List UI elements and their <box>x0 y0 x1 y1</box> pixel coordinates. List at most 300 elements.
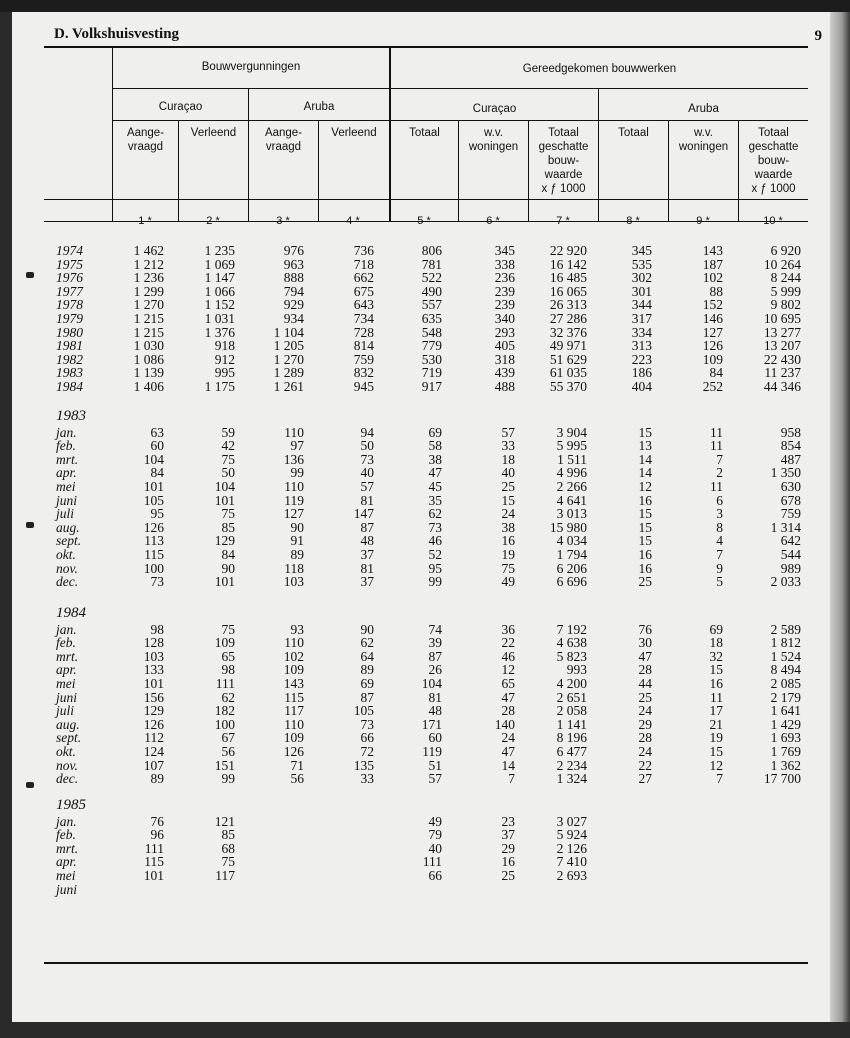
header-rule-1 <box>112 88 808 89</box>
cell-col-5: 781 <box>421 256 442 272</box>
cell-col-7: 1 141 <box>556 716 587 732</box>
cell-col-9: 5 <box>716 574 723 590</box>
cell-col-8: 14 <box>638 451 652 467</box>
cell-col-6: 25 <box>501 868 515 883</box>
cell-col-4: 675 <box>353 283 374 299</box>
cell-col-9: 8 <box>716 519 723 535</box>
table-row <box>12 312 830 326</box>
cell-col-10: 2 179 <box>770 689 801 705</box>
cell-col-5: 69 <box>428 424 442 440</box>
cell-col-6: 75 <box>501 560 515 576</box>
table-row <box>12 883 830 897</box>
cell-col-10: 630 <box>780 479 801 494</box>
table-row <box>12 828 830 842</box>
cell-col-2: 129 <box>214 533 235 549</box>
cell-col-2: 99 <box>221 771 235 787</box>
cell-col-3: 110 <box>284 479 304 494</box>
cell-col-5: 47 <box>428 465 442 481</box>
row-label: mei <box>56 479 76 494</box>
cell-col-4: 37 <box>360 547 374 562</box>
row-label: juli <box>56 506 75 522</box>
cell-col-6: 140 <box>494 716 515 732</box>
cell-col-7: 1 794 <box>556 547 587 562</box>
row-label: mrt. <box>56 648 79 664</box>
table-row <box>12 244 830 258</box>
row-label: 1980 <box>56 324 83 340</box>
cell-col-2: 1 152 <box>204 297 235 313</box>
cell-col-5: 38 <box>428 451 442 467</box>
cell-col-5: 548 <box>421 324 442 340</box>
cell-col-1: 1 236 <box>133 270 164 286</box>
cell-col-5: 530 <box>421 351 442 367</box>
cell-col-1: 115 <box>144 547 164 562</box>
table-row <box>12 353 830 367</box>
cell-col-5: 51 <box>428 757 442 773</box>
col-header-text: vraagd <box>265 141 302 153</box>
cell-col-2: 1 066 <box>204 283 235 299</box>
col-header-text: vraagd <box>127 141 164 153</box>
cell-col-3: 127 <box>283 506 304 522</box>
cell-col-6: 28 <box>501 703 515 719</box>
cell-col-6: 25 <box>501 479 515 494</box>
cell-col-6: 24 <box>501 506 515 522</box>
cell-col-6: 40 <box>501 465 515 481</box>
cell-col-4: 759 <box>353 351 374 367</box>
cell-col-10: 10 695 <box>763 311 801 326</box>
cell-col-3: 103 <box>283 574 304 590</box>
cell-col-6: 24 <box>501 730 515 746</box>
header-aruba-vergunningen: Aruba <box>303 101 335 113</box>
cell-col-10: 642 <box>780 533 801 549</box>
cell-col-3: 119 <box>284 492 304 508</box>
cell-col-3: 56 <box>290 771 304 787</box>
cell-col-3: 888 <box>283 270 304 286</box>
cell-col-8: 24 <box>638 703 652 719</box>
row-label: sept. <box>56 730 82 746</box>
cell-col-3: 118 <box>284 560 304 576</box>
cell-col-5: 635 <box>421 311 442 326</box>
cell-col-1: 100 <box>143 560 164 576</box>
cell-col-7: 26 313 <box>549 297 587 313</box>
cell-col-4: 662 <box>353 270 374 286</box>
cell-col-7: 6 696 <box>556 574 587 590</box>
cell-col-7: 4 996 <box>556 465 587 481</box>
cell-col-8: 25 <box>638 689 652 705</box>
col-header-text: waarde <box>754 169 793 181</box>
cell-col-1: 1 215 <box>133 311 164 326</box>
cell-col-3: 91 <box>290 533 304 549</box>
cell-col-3: 115 <box>284 689 304 705</box>
cell-col-6: 439 <box>494 365 515 381</box>
header-curacao-vergunningen: Curaçao <box>158 101 203 113</box>
row-label: mrt. <box>56 451 79 467</box>
cell-col-8: 16 <box>638 492 652 508</box>
col-header-text: Verleend <box>331 127 377 139</box>
cell-col-4: 48 <box>360 533 374 549</box>
cell-col-4: 945 <box>353 379 374 394</box>
cell-col-4: 33 <box>360 771 374 787</box>
row-label: juni <box>56 881 78 897</box>
cell-col-3: 99 <box>290 465 304 481</box>
cell-col-10: 989 <box>780 560 801 576</box>
cell-col-2: 68 <box>221 840 235 856</box>
cell-col-5: 522 <box>421 270 442 286</box>
cell-col-3: 976 <box>283 243 304 258</box>
cell-col-1: 1 215 <box>133 324 164 340</box>
cell-col-3: 102 <box>283 648 304 664</box>
cell-col-2: 75 <box>221 854 235 870</box>
cell-col-8: 15 <box>638 519 652 535</box>
cell-col-2: 912 <box>214 351 235 367</box>
cell-col-4: 87 <box>360 519 374 535</box>
cell-col-7: 55 370 <box>549 379 587 394</box>
cell-col-4: 147 <box>353 506 374 522</box>
row-label: 1981 <box>56 338 83 354</box>
cell-col-5: 40 <box>428 840 442 856</box>
cell-col-9: 7 <box>716 547 723 562</box>
cell-col-5: 81 <box>428 689 442 705</box>
cell-col-7: 49 971 <box>549 338 587 354</box>
cell-col-6: 340 <box>494 311 515 326</box>
cell-col-1: 73 <box>150 574 164 590</box>
table-row <box>12 869 830 883</box>
cell-col-5: 39 <box>428 635 442 651</box>
cell-col-10: 17 700 <box>763 771 801 787</box>
cell-col-10: 487 <box>780 451 801 467</box>
table-row <box>12 453 830 467</box>
cell-col-6: 65 <box>501 676 515 691</box>
cell-col-10: 5 999 <box>770 283 801 299</box>
cell-col-1: 1 406 <box>133 379 164 394</box>
cell-col-2: 75 <box>221 621 235 637</box>
cell-col-5: 45 <box>428 479 442 494</box>
block-year-label: 1983 <box>56 408 86 424</box>
col-header-text: Verleend <box>190 127 237 139</box>
cell-col-4: 50 <box>360 438 374 454</box>
cell-col-6: 7 <box>508 771 515 787</box>
col-header-text: Totaal <box>548 127 579 139</box>
row-label: mrt. <box>56 840 79 856</box>
col-header-3 <box>249 126 318 154</box>
cell-col-3: 110 <box>284 716 304 732</box>
cell-col-2: 1 069 <box>204 256 235 272</box>
cell-col-4: 37 <box>360 574 374 590</box>
cell-col-5: 48 <box>428 703 442 719</box>
cell-col-8: 29 <box>638 716 652 732</box>
cell-col-4: 64 <box>360 648 374 664</box>
table-row <box>12 704 830 718</box>
cell-col-4: 89 <box>360 662 374 678</box>
col-header-text: bouw- <box>757 155 790 167</box>
cell-col-2: 995 <box>214 365 235 381</box>
cell-col-5: 57 <box>428 771 442 787</box>
cell-col-10: 759 <box>780 506 801 522</box>
cell-col-1: 129 <box>143 703 164 719</box>
cell-col-4: 73 <box>360 716 374 732</box>
cell-col-5: 52 <box>428 547 442 562</box>
row-label: jan. <box>56 621 77 637</box>
cell-col-6: 318 <box>494 351 515 367</box>
cell-col-1: 1 462 <box>133 243 164 258</box>
row-label: apr. <box>56 662 77 678</box>
cell-col-7: 6 206 <box>556 560 587 576</box>
cell-col-6: 16 <box>501 854 515 870</box>
cell-col-4: 814 <box>353 338 374 354</box>
cell-col-3: 109 <box>283 730 304 746</box>
cell-col-8: 344 <box>631 297 652 313</box>
table-row <box>12 480 830 494</box>
cell-col-6: 293 <box>494 324 515 340</box>
cell-col-9: 17 <box>709 703 723 719</box>
cell-col-10: 8 244 <box>770 270 801 286</box>
cell-col-3: 136 <box>283 451 304 467</box>
cell-col-10: 1 350 <box>770 465 801 481</box>
cell-col-8: 345 <box>631 243 652 258</box>
cell-col-8: 334 <box>631 324 652 340</box>
cell-col-1: 156 <box>143 689 164 705</box>
cell-col-8: 13 <box>638 438 652 454</box>
cell-col-10: 544 <box>780 547 801 562</box>
header-aruba-gereed: Aruba <box>688 103 719 115</box>
cell-col-1: 76 <box>150 813 164 829</box>
cell-col-1: 126 <box>143 716 164 732</box>
cell-col-6: 23 <box>501 813 515 829</box>
table-row <box>12 326 830 340</box>
col-header-9 <box>669 126 738 154</box>
cell-col-7: 32 376 <box>549 324 587 340</box>
cell-col-6: 22 <box>501 635 515 651</box>
col-header-text: Aange- <box>126 127 165 139</box>
table-row <box>12 842 830 856</box>
col-number: 5 * <box>417 215 431 227</box>
cell-col-9: 252 <box>702 379 723 394</box>
cell-col-9: 15 <box>709 662 723 678</box>
cell-col-3: 117 <box>284 703 304 719</box>
block-year-label: 1984 <box>56 605 86 621</box>
cell-col-6: 16 <box>501 533 515 549</box>
cell-col-10: 2 033 <box>770 574 801 590</box>
header-bouwvergunningen: Bouwvergunningen <box>201 61 301 73</box>
cell-col-9: 2 <box>716 465 723 481</box>
row-label: nov. <box>56 560 78 576</box>
cell-col-5: 66 <box>428 868 442 883</box>
cell-col-9: 7 <box>716 451 723 467</box>
cell-col-2: 1 376 <box>204 324 235 340</box>
cell-col-10: 1 314 <box>770 519 801 535</box>
cell-col-8: 16 <box>638 547 652 562</box>
cell-col-8: 313 <box>631 338 652 354</box>
col-header-text: w.v. <box>694 127 713 139</box>
cell-col-5: 806 <box>421 243 442 258</box>
cell-col-1: 84 <box>150 465 164 481</box>
cell-col-2: 918 <box>214 338 235 354</box>
cell-col-8: 27 <box>638 771 652 787</box>
col-header-text: w.v. <box>484 127 503 139</box>
cell-col-9: 143 <box>702 243 723 258</box>
cell-col-10: 1 524 <box>770 648 801 664</box>
cell-col-1: 96 <box>150 827 164 843</box>
cell-col-5: 111 <box>422 854 442 870</box>
cell-col-2: 62 <box>221 689 235 705</box>
header-rule-2 <box>112 120 808 121</box>
table-row <box>12 534 830 548</box>
col-header-text: Aange- <box>264 127 303 139</box>
cell-col-1: 1 299 <box>133 283 164 299</box>
cell-col-9: 19 <box>709 730 723 746</box>
row-label: nov. <box>56 757 78 773</box>
cell-col-7: 15 980 <box>549 519 587 535</box>
cell-col-5: 119 <box>422 744 442 759</box>
cell-col-4: 105 <box>353 703 374 719</box>
cell-col-4: 73 <box>360 451 374 467</box>
cell-col-3: 1 261 <box>273 379 304 394</box>
cell-col-1: 126 <box>143 519 164 535</box>
cell-col-1: 98 <box>150 621 164 637</box>
table-row <box>12 663 830 677</box>
cell-col-5: 62 <box>428 506 442 522</box>
cell-col-10: 8 494 <box>770 662 801 678</box>
col-number: 7 * <box>556 215 570 227</box>
cell-col-9: 16 <box>709 676 723 691</box>
cell-col-1: 101 <box>143 479 164 494</box>
cell-col-7: 3 027 <box>556 813 587 829</box>
cell-col-9: 69 <box>709 621 723 637</box>
block-year-label: 1985 <box>56 797 86 813</box>
cell-col-8: 47 <box>638 648 652 664</box>
page-number: 9 <box>814 28 822 44</box>
cell-col-1: 1 212 <box>133 256 164 272</box>
cell-col-1: 107 <box>143 757 164 773</box>
cell-col-3: 1 270 <box>273 351 304 367</box>
cell-col-4: 135 <box>353 757 374 773</box>
cell-col-4: 643 <box>353 297 374 313</box>
col-number: 3 * <box>276 215 290 227</box>
table-row <box>12 815 830 829</box>
cell-col-7: 5 924 <box>556 827 587 843</box>
cell-col-3: 110 <box>284 424 304 440</box>
cell-col-2: 117 <box>215 868 235 883</box>
col-header-5 <box>391 126 458 140</box>
cell-col-5: 49 <box>428 813 442 829</box>
cell-col-1: 89 <box>150 771 164 787</box>
cell-col-1: 133 <box>143 662 164 678</box>
cell-col-1: 113 <box>144 533 164 549</box>
row-label: okt. <box>56 744 76 759</box>
table-row <box>12 759 830 773</box>
cell-col-5: 87 <box>428 648 442 664</box>
cell-col-1: 63 <box>150 424 164 440</box>
row-label: aug. <box>56 519 80 535</box>
table-row <box>12 575 830 589</box>
cell-col-8: 404 <box>631 379 652 394</box>
cell-col-10: 22 430 <box>763 351 801 367</box>
col-header-text: bouw- <box>547 155 580 167</box>
cell-col-8: 15 <box>638 506 652 522</box>
cell-col-4: 81 <box>360 560 374 576</box>
cell-col-3: 143 <box>283 676 304 691</box>
cell-col-7: 16 485 <box>549 270 587 286</box>
cell-col-10: 2 589 <box>770 621 801 637</box>
col-header-text: woningen <box>468 141 519 153</box>
cell-col-1: 124 <box>143 744 164 759</box>
cell-col-5: 46 <box>428 533 442 549</box>
col-header-1 <box>113 126 178 154</box>
col-header-text: Totaal <box>409 127 440 139</box>
cell-col-1: 128 <box>143 635 164 651</box>
header-rule-3 <box>44 199 808 200</box>
col-header-4 <box>319 126 389 140</box>
cell-col-9: 109 <box>702 351 723 367</box>
cell-col-3: 110 <box>284 635 304 651</box>
cell-col-5: 74 <box>428 621 442 637</box>
cell-col-7: 2 266 <box>556 479 587 494</box>
row-label: jan. <box>56 424 77 440</box>
row-label: dec. <box>56 574 79 590</box>
cell-col-4: 57 <box>360 479 374 494</box>
cell-col-8: 28 <box>638 662 652 678</box>
cell-col-2: 111 <box>215 676 235 691</box>
cell-col-7: 22 920 <box>549 243 587 258</box>
table-row <box>12 562 830 576</box>
cell-col-8: 22 <box>638 757 652 773</box>
cell-col-4: 832 <box>353 365 374 381</box>
row-label: 1978 <box>56 297 83 313</box>
cell-col-3: 1 289 <box>273 365 304 381</box>
cell-col-10: 11 237 <box>764 365 801 381</box>
col-number: 8 * <box>626 215 640 227</box>
cell-col-6: 14 <box>501 757 515 773</box>
col-number: 1 * <box>138 215 152 227</box>
cell-col-6: 15 <box>501 492 515 508</box>
cell-col-6: 18 <box>501 451 515 467</box>
row-label: apr. <box>56 854 77 870</box>
col-header-text: geschatte <box>748 141 799 153</box>
cell-col-9: 15 <box>709 744 723 759</box>
cell-col-9: 84 <box>709 365 723 381</box>
cell-col-6: 338 <box>494 256 515 272</box>
table-row <box>12 466 830 480</box>
cell-col-10: 1 429 <box>770 716 801 732</box>
cell-col-10: 9 802 <box>770 297 801 313</box>
cell-col-7: 1 324 <box>556 771 587 787</box>
cell-col-9: 102 <box>702 270 723 286</box>
cell-col-9: 9 <box>716 560 723 576</box>
cell-col-1: 104 <box>143 451 164 467</box>
cell-col-6: 57 <box>501 424 515 440</box>
cell-col-3: 89 <box>290 547 304 562</box>
table-row <box>12 691 830 705</box>
cell-col-6: 236 <box>494 270 515 286</box>
cell-col-1: 101 <box>143 676 164 691</box>
table-row <box>12 507 830 521</box>
cell-col-5: 719 <box>421 365 442 381</box>
cell-col-7: 4 034 <box>556 533 587 549</box>
cell-col-6: 488 <box>494 379 515 394</box>
header-gereedgekomen: Gereedgekomen bouwwerken <box>522 63 677 75</box>
cell-col-10: 1 769 <box>770 744 801 759</box>
cell-col-2: 85 <box>221 519 235 535</box>
cell-col-10: 13 207 <box>763 338 801 354</box>
cell-col-2: 98 <box>221 662 235 678</box>
row-label: 1975 <box>56 256 83 272</box>
cell-col-6: 33 <box>501 438 515 454</box>
table-row <box>12 745 830 759</box>
cell-col-9: 12 <box>709 757 723 773</box>
cell-col-2: 101 <box>214 574 235 590</box>
col-number: 10 * <box>763 215 783 227</box>
cell-col-4: 734 <box>353 311 374 326</box>
table-row <box>12 650 830 664</box>
